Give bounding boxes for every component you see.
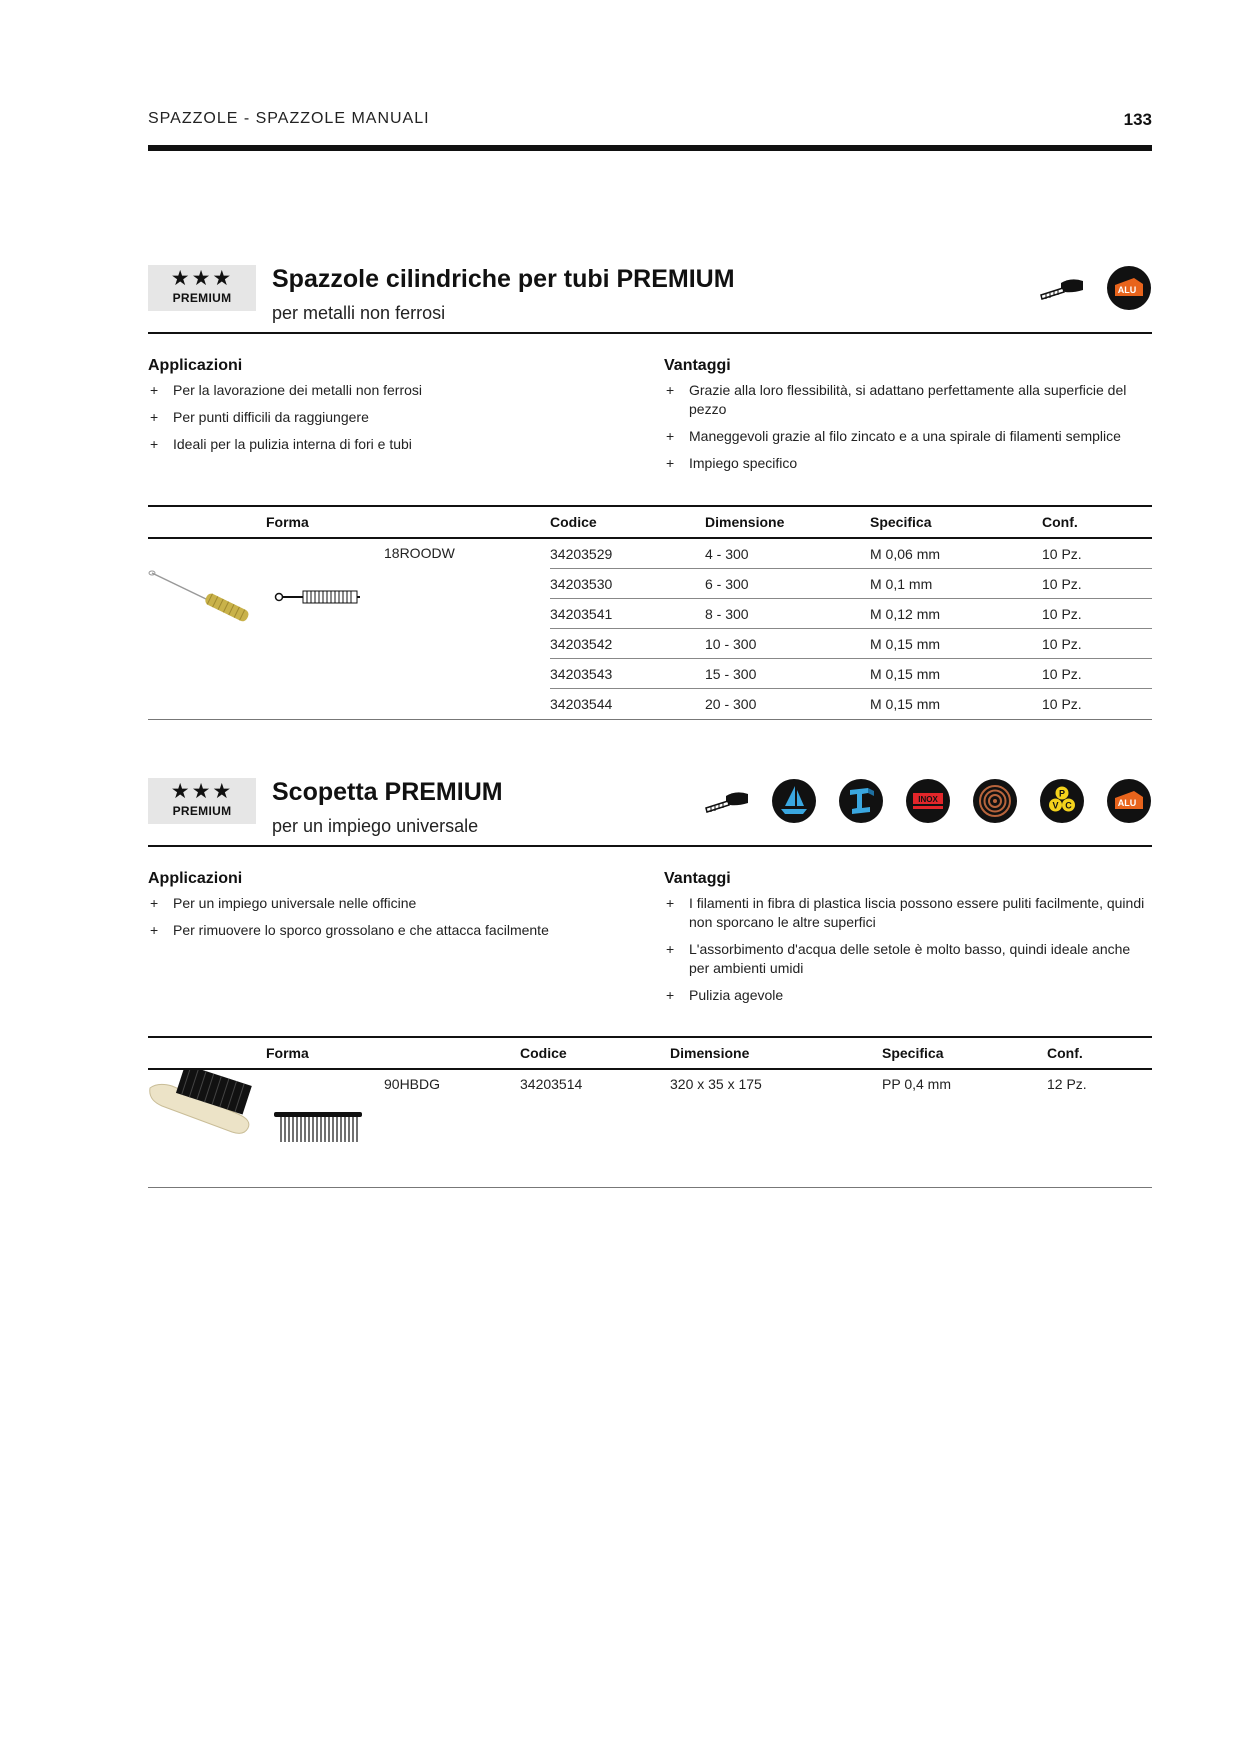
vantaggi-heading: Vantaggi — [664, 870, 731, 887]
svg-text:V: V — [1052, 800, 1059, 811]
cell-conf: 10 Pz. — [1042, 659, 1152, 689]
product-subtitle: per un impiego universale — [272, 816, 479, 836]
premium-badge — [148, 265, 256, 311]
forma-images — [148, 538, 384, 718]
application-icons — [704, 778, 1152, 824]
hand-broom-photo — [148, 1070, 384, 1150]
wood-rings-icon — [972, 778, 1018, 824]
cell-specifica: PP 0,4 mm — [882, 1076, 951, 1092]
vantaggi-column — [664, 357, 1152, 481]
page-header — [148, 110, 1152, 132]
col-conf: Conf. — [1042, 506, 1152, 538]
applicazioni-column — [148, 870, 628, 948]
cell-dimensione: 6 - 300 — [705, 569, 870, 599]
cell-specifica: M 0,15 mm — [870, 659, 1042, 689]
product-section-1 — [148, 265, 1152, 725]
cell-dimensione: 4 - 300 — [705, 538, 870, 569]
forma-images — [148, 1069, 384, 1153]
cell-specifica: M 0,12 mm — [870, 599, 1042, 629]
table-row — [148, 1069, 1152, 1153]
pvc-icon — [1039, 778, 1085, 824]
product-subtitle: per metalli non ferrosi — [272, 303, 446, 323]
inox-icon — [905, 778, 951, 824]
col-codice: Codice — [520, 1037, 670, 1069]
cell-codice: 34203542 — [550, 629, 705, 659]
cell-codice: 34203541 — [550, 599, 705, 629]
inox-text: INOX — [918, 795, 938, 804]
list-item: + Per punti difficili da raggiungere — [150, 409, 369, 425]
boat-icon — [771, 778, 817, 824]
application-icons — [1039, 265, 1152, 311]
cell-dimensione: 320 x 35 x 175 — [670, 1076, 762, 1092]
cell-dimensione: 15 - 300 — [705, 659, 870, 689]
alu-icon — [1106, 265, 1152, 311]
cell-conf: 10 Pz. — [1042, 599, 1152, 629]
cell-specifica: M 0,15 mm — [870, 695, 941, 712]
section-title: SPAZZOLE - SPAZZOLE MANUALI — [148, 110, 430, 127]
forma-code: 90HBDG — [384, 1076, 441, 1092]
cell-conf: 12 Pz. — [1047, 1076, 1087, 1092]
stars-icon: ★★★ — [170, 267, 234, 290]
hand-brush-icon — [1039, 273, 1085, 303]
col-conf: Conf. — [1047, 1037, 1152, 1069]
applicazioni-heading: Applicazioni — [148, 870, 243, 887]
cell-conf: 10 Pz. — [1042, 629, 1152, 659]
col-specifica: Specifica — [870, 506, 1042, 538]
product-table — [148, 505, 1152, 718]
list-item: + Pulizia agevole — [666, 987, 784, 1003]
title-rule — [148, 845, 1152, 847]
tube-brush-photo — [148, 539, 384, 709]
svg-text:C: C — [1065, 800, 1072, 811]
col-dimensione: Dimensione — [705, 506, 870, 538]
hand-brush-icon — [704, 786, 750, 816]
forma-code: 18ROODW — [384, 545, 455, 561]
col-forma: Forma — [148, 506, 550, 538]
list-item: + Grazie alla loro flessibilità, si adattano perfettamente alla superficie del pezzo — [666, 382, 1127, 417]
header-rule — [148, 145, 1152, 151]
list-item: + Impiego specifico — [666, 455, 798, 471]
col-forma: Forma — [148, 1037, 520, 1069]
stars-icon: ★★★ — [170, 780, 234, 803]
cell-specifica: M 0,1 mm — [870, 569, 1042, 599]
product-table — [148, 1036, 1152, 1153]
product-section-2 — [148, 778, 1152, 1198]
cell-conf: 10 Pz. — [1042, 695, 1082, 712]
list-item: + Per la lavorazione dei metalli non ferrosi — [150, 382, 423, 398]
list-item: + Per rimuovere lo sporco grossolano e che attacca facilmente — [150, 922, 549, 938]
section-end-rule — [148, 719, 1152, 720]
cell-conf: 10 Pz. — [1042, 569, 1152, 599]
premium-badge — [148, 778, 256, 824]
col-specifica: Specifica — [882, 1037, 1047, 1069]
list-item: + Maneggevoli grazie al filo zincato e a una spirale di filamenti semplice — [666, 428, 1121, 444]
cell-conf: 10 Pz. — [1042, 538, 1152, 569]
cell-specifica: M 0,06 mm — [870, 538, 1042, 569]
cell-codice: 34203543 — [550, 659, 705, 689]
table-row — [148, 538, 1152, 569]
svg-text:P: P — [1058, 788, 1066, 799]
list-item: + I filamenti in fibra di plastica liscia possono essere puliti facilmente, quindi non sporcano le altre superfici — [666, 895, 1145, 930]
alu-icon — [1106, 778, 1152, 824]
cell-dimensione: 20 - 300 — [705, 695, 757, 712]
page-number: 133 — [1123, 110, 1152, 129]
cell-codice: 34203529 — [550, 538, 705, 569]
alu-text: ALU — [1117, 798, 1137, 808]
badge-label: PREMIUM — [172, 804, 232, 818]
section-end-rule — [148, 1187, 1152, 1188]
product-title: Scopetta PREMIUM — [272, 778, 503, 806]
steel-beam-icon — [838, 778, 884, 824]
cell-dimensione: 10 - 300 — [705, 629, 870, 659]
list-item: + Ideali per la pulizia interna di fori e tubi — [150, 436, 412, 452]
vantaggi-heading: Vantaggi — [664, 357, 731, 374]
vantaggi-column — [664, 870, 1152, 1013]
list-item: + L'assorbimento d'acqua delle setole è molto basso, quindi ideale anche per ambienti umidi — [666, 941, 1131, 976]
list-item: + Per un impiego universale nelle officine — [150, 895, 417, 911]
applicazioni-heading: Applicazioni — [148, 357, 243, 374]
product-title: Spazzole cilindriche per tubi PREMIUM — [272, 265, 735, 293]
col-dimensione: Dimensione — [670, 1037, 882, 1069]
cell-codice: 34203544 — [550, 695, 613, 712]
applicazioni-column — [148, 357, 628, 462]
cell-specifica: M 0,15 mm — [870, 629, 1042, 659]
col-codice: Codice — [550, 506, 705, 538]
alu-text: ALU — [1117, 285, 1137, 295]
title-rule — [148, 332, 1152, 334]
badge-label: PREMIUM — [172, 291, 232, 305]
cell-dimensione: 8 - 300 — [705, 599, 870, 629]
cell-codice: 34203514 — [520, 1076, 583, 1092]
cell-codice: 34203530 — [550, 569, 705, 599]
